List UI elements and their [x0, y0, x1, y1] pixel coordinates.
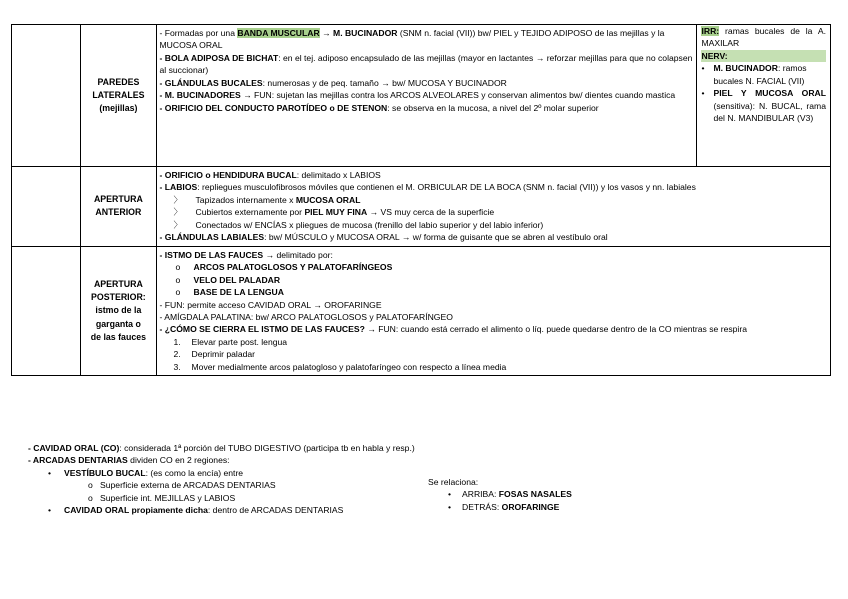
- text-line: - ¿CÓMO SE CIERRA EL ISTMO DE LAS FAUCES? → FUN: cuando está cerrado el alimento o líq. puede quedarse dentro de la CO mientras se respira: [159, 324, 747, 335]
- text-line: - AMÍGDALA PALATINA: bw/ ARCO PALATOGLOSOS y PALATOFARÍNGEO: [159, 311, 453, 322]
- notes-block: [28, 442, 428, 517]
- list-item: • DETRÁS: OROFARINGE: [448, 501, 560, 512]
- list-item: • VESTÍBULO BUCAL: (es como la encía) entre: [48, 467, 244, 478]
- list-item: 〉 Conectados w/ ENCÍAS x pliegues de mucosa (frenillo del labio superior y del labio inferior): [173, 219, 544, 230]
- content-cell: [156, 167, 830, 247]
- relation-title: Se relaciona:: [428, 477, 479, 487]
- text-line: - ISTMO DE LAS FAUCES → delimitado por:: [159, 249, 333, 260]
- text-line: - ORIFICIO o HENDIDURA BUCAL: delimitado x LABIOS: [159, 170, 381, 180]
- text-line: - GLÁNDULAS BUCALES: numerosas y de peq. tamaño → bw/ MUCOSA Y BUCINADOR: [159, 77, 507, 88]
- list-item: o ARCOS PALATOGLOSOS Y PALATOFARÍNGEOS: [175, 262, 393, 273]
- content-cell: [156, 246, 830, 376]
- list-item: • M. BUCINADOR: ramos bucales N. FACIAL (VII): [701, 63, 807, 86]
- table-row: [12, 25, 831, 167]
- list-item: 1. Elevar parte post. lengua: [173, 336, 288, 347]
- relation-block: [428, 476, 572, 513]
- nerv-note: NERV:: [697, 50, 830, 62]
- list-item: • ARRIBA: FOSAS NASALES: [448, 489, 572, 500]
- oral-cavity-table: [11, 24, 831, 376]
- content-cell: [156, 25, 697, 167]
- list-item: 2. Deprimir paladar: [173, 349, 256, 360]
- row-label-posterior: APERTURA POSTERIOR: istmo de la garganta o de las fauces: [81, 246, 156, 376]
- empty-cell: [12, 246, 81, 376]
- list-item: o Superficie int. MEJILLAS y LABIOS: [88, 492, 236, 503]
- text-line: - ARCADAS DENTARIAS dividen CO en 2 regiones:: [28, 455, 230, 466]
- text-line: - CAVIDAD ORAL (CO): considerada 1ª porción del TUBO DIGESTIVO (participa tb en habla y resp.): [28, 443, 415, 453]
- text-line: - Formadas por una BANDA MUSCULAR → M. BUCINADOR (SNM n. facial (VII)) bw/ PIEL y TEJIDO ADIPOSO de las mejillas y la MUCOSA ORAL: [159, 28, 665, 51]
- table-row: [12, 167, 831, 247]
- side-note-cell: [697, 25, 831, 167]
- text-line: - ORIFICIO DEL CONDUCTO PAROTÍDEO o DE STENON: se observa en la mucosa, a nivel del 2º molar superior: [159, 102, 599, 113]
- text-line: - GLÁNDULAS LABIALES: bw/ MÚSCULO y MUCOSA ORAL → w/ forma de guisante que se abren al vestíbulo oral: [159, 232, 608, 243]
- list-item: o Superficie externa de ARCADAS DENTARIAS: [88, 480, 276, 491]
- row-label-paredes: PAREDES LATERALES (mejillas): [81, 25, 156, 167]
- list-item: • CAVIDAD ORAL propiamente dicha: dentro de ARCADAS DENTARIAS: [48, 505, 344, 516]
- text-line: - M. BUCINADORES → FUN: sujetan las mejillas contra los ARCOS ALVEOLARES y conservan alimentos bw/ dientes cuando mastica: [159, 90, 676, 101]
- irr-note: IRR: ramas bucales de la A. MAXILAR: [701, 26, 826, 49]
- row-label-anterior: APERTURA ANTERIOR: [81, 167, 156, 247]
- list-item: 3. Mover medialmente arcos palatogloso y palatofaríngeo con respecto a línea media: [173, 361, 507, 372]
- empty-cell: [12, 167, 81, 247]
- text-line: - BOLA ADIPOSA DE BICHAT: en el tej. adiposo encapsulado de las mejillas (mayor en lactantes → reforzar mejillas para que no colapsen al succionar): [159, 52, 693, 76]
- text-line: - FUN: permite acceso CAVIDAD ORAL → OROFARINGE: [159, 299, 382, 310]
- text-line: - LABIOS: repliegues musculofibrosos móviles que contienen el M. ORBICULAR DE LA BOCA (SNM n. facial (VII)) y los vasos y nn. labiales: [159, 182, 696, 193]
- list-item: o VELO DEL PALADAR: [175, 274, 281, 285]
- list-item: • PIEL Y MUCOSA ORAL (sensitiva): N. BUCAL, rama del N. MANDIBULAR (V3): [701, 88, 826, 124]
- list-item: 〉 Cubiertos externamente por PIEL MUY FINA → VS muy cerca de la superficie: [173, 207, 495, 218]
- empty-cell: [12, 25, 81, 167]
- list-item: o BASE DE LA LENGUA: [175, 287, 284, 298]
- list-item: 〉 Tapizados internamente x MUCOSA ORAL: [173, 194, 361, 205]
- table-row: [12, 246, 831, 376]
